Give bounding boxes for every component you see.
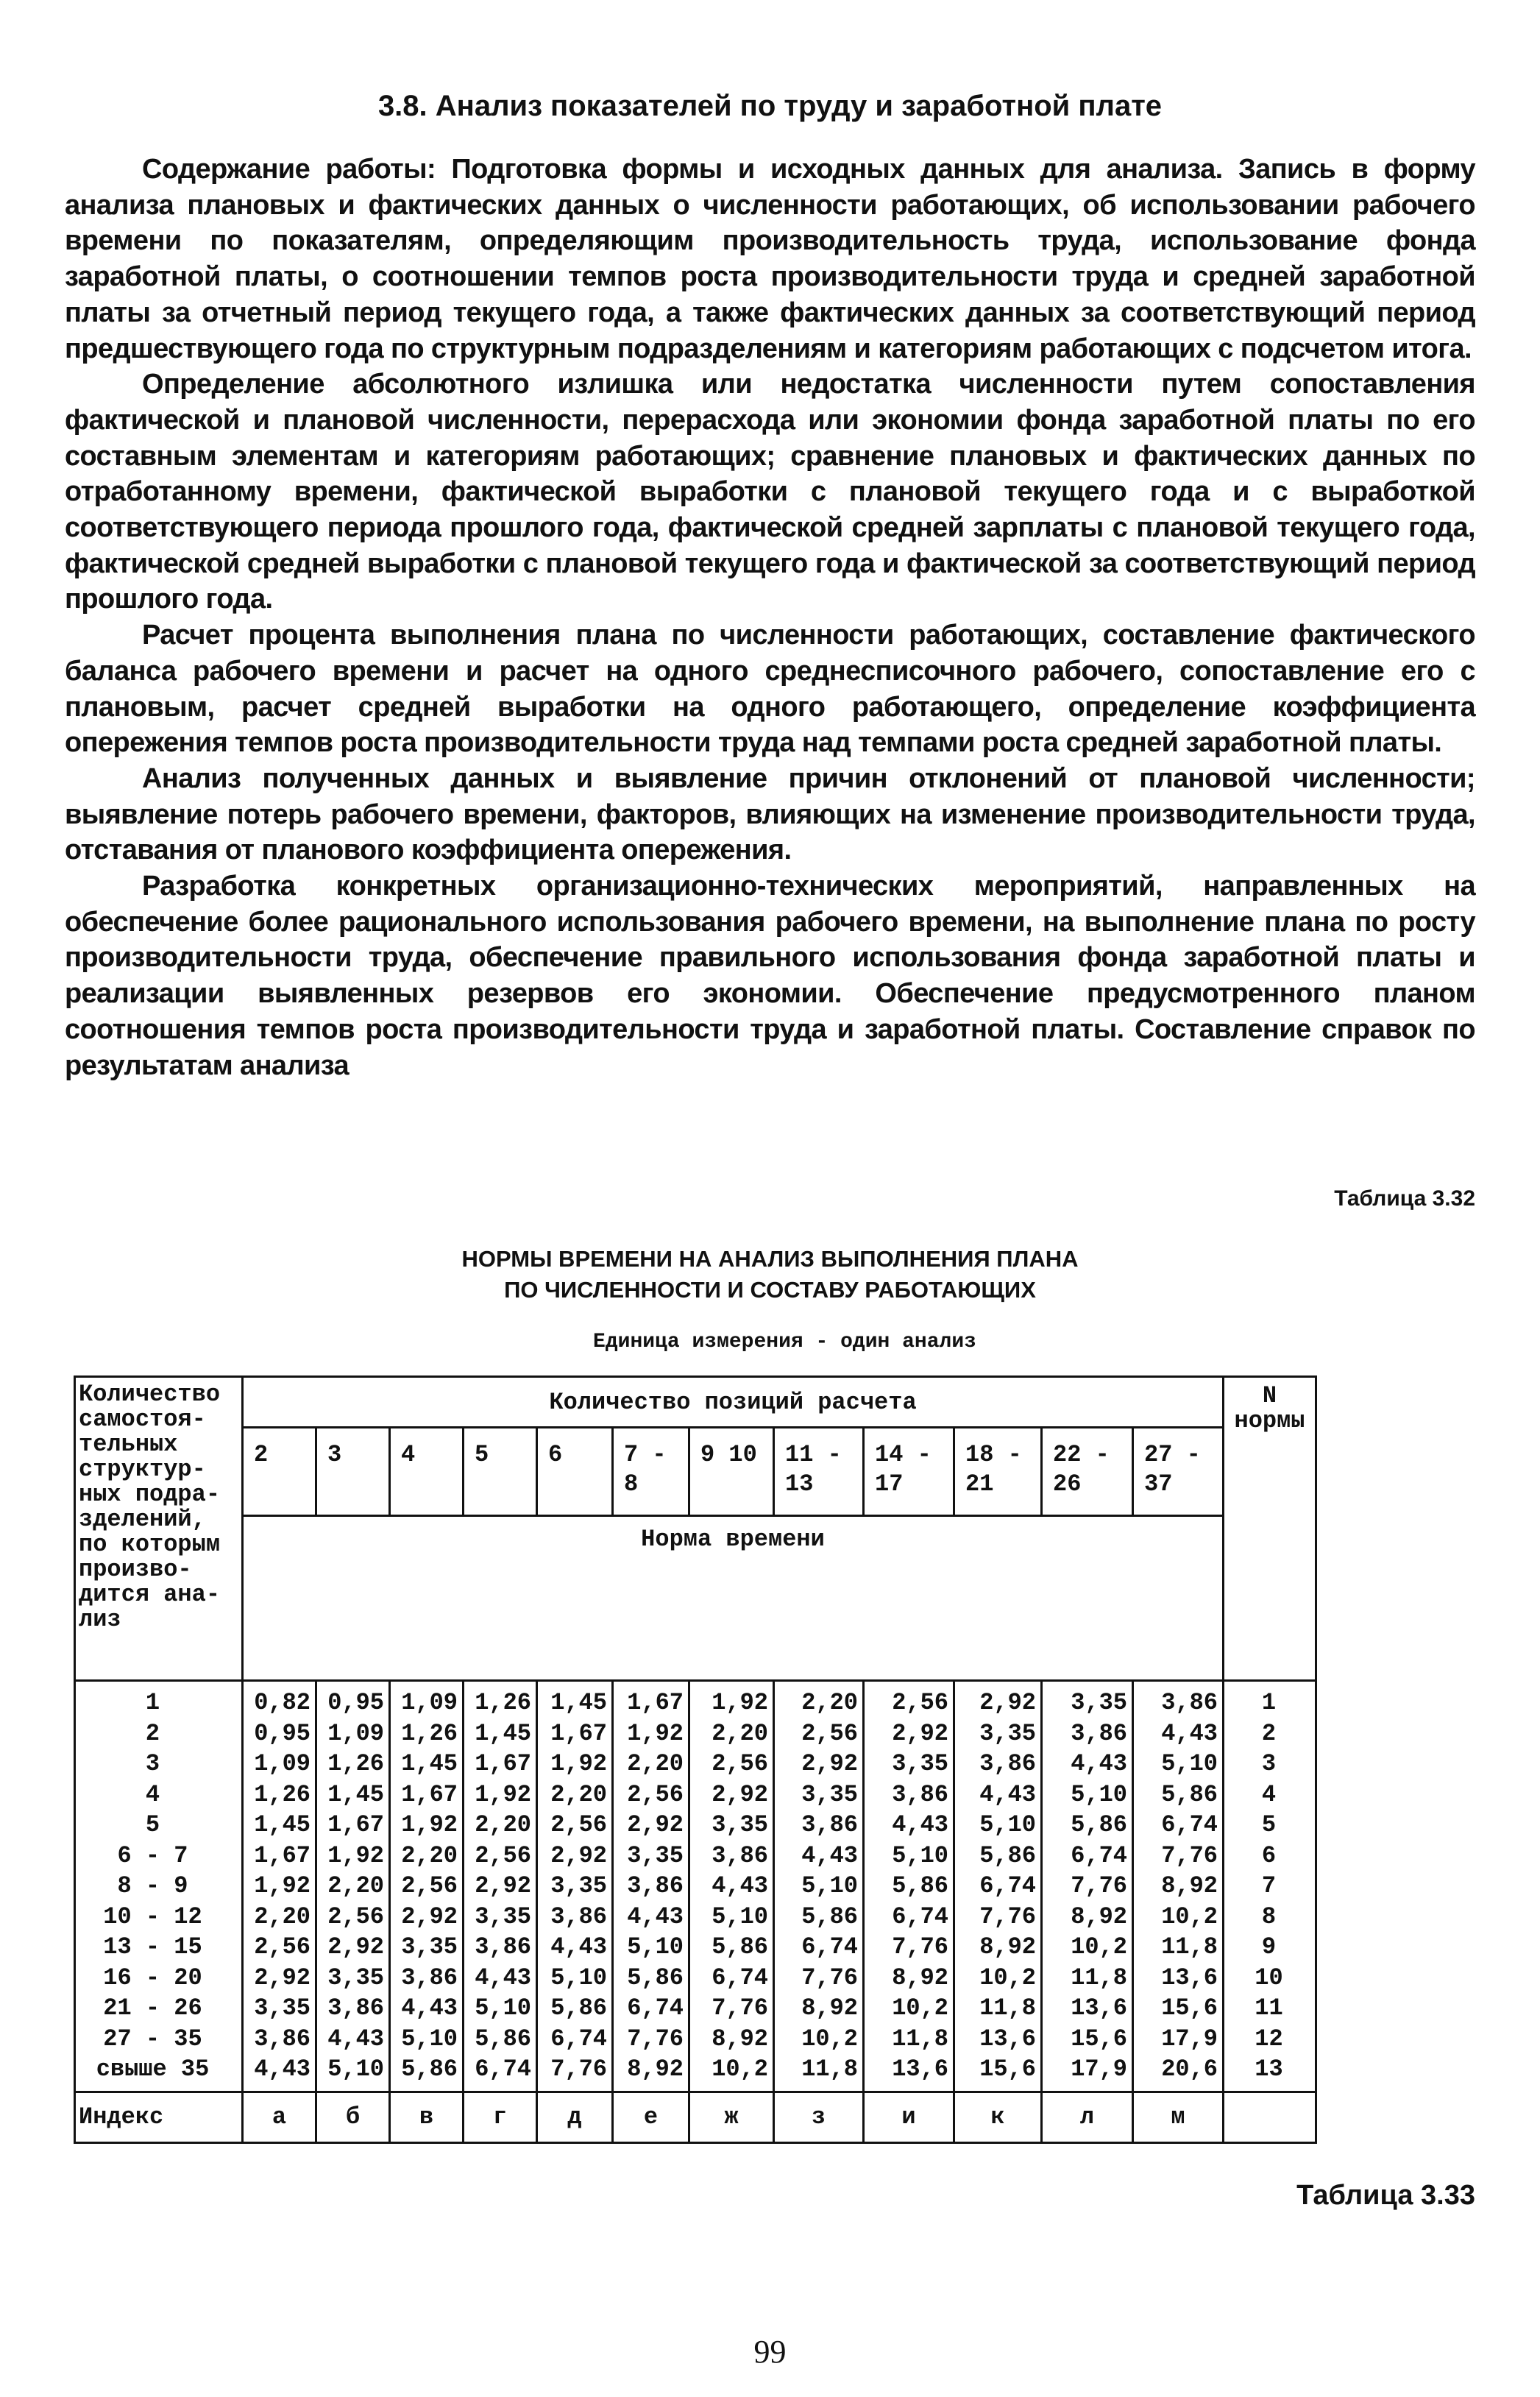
index-letter: к: [954, 2092, 1042, 2142]
table-row: [75, 1718, 1316, 1749]
norm-number: 12: [1224, 2024, 1316, 2055]
norm-number: 4: [1224, 1780, 1316, 1810]
table-row: [75, 1902, 1316, 1933]
norm-value: 11,8: [774, 2054, 864, 2092]
position-header: 11 - 13: [774, 1428, 864, 1516]
norm-value: 2,20: [537, 1780, 613, 1810]
norm-value: 4,43: [243, 2054, 316, 2092]
header-positions: Количество позиций расчета: [243, 1377, 1224, 1428]
norm-value: 1,67: [613, 1681, 689, 1718]
norm-value: 4,43: [774, 1841, 864, 1872]
norm-value: 3,35: [689, 1810, 774, 1841]
norm-value: 2,56: [390, 1871, 464, 1902]
index-letter: м: [1133, 2092, 1224, 2142]
norm-value: 15,6: [1133, 1993, 1224, 2024]
norm-value: 20,6: [1133, 2054, 1224, 2092]
norm-value: 1,26: [464, 1681, 537, 1718]
norm-value: 4,43: [864, 1810, 954, 1841]
norm-value: 4,43: [613, 1902, 689, 1933]
index-label: Индекс: [75, 2092, 243, 2142]
norm-value: 3,35: [464, 1902, 537, 1933]
norm-number: 7: [1224, 1871, 1316, 1902]
norm-value: 4,43: [316, 2024, 390, 2055]
norm-value: 4,43: [1042, 1749, 1133, 1780]
norm-value: 1,09: [243, 1749, 316, 1780]
norm-value: 0,82: [243, 1681, 316, 1718]
position-header: 14 - 17: [864, 1428, 954, 1516]
norm-value: 3,86: [464, 1932, 537, 1963]
paragraph: Анализ полученных данных и выявление причин отклонений от плановой численности; выявление потерь рабочего времени, факторов, влияющих на изменение производительности труда, отставания от планового коэффициента опережения.: [65, 762, 1475, 866]
norm-value: 13,6: [1133, 1963, 1224, 1994]
row-label: 16 - 20: [75, 1963, 243, 1994]
norm-value: 10,2: [954, 1963, 1042, 1994]
norm-value: 10,2: [864, 1993, 954, 2024]
norm-value: 3,35: [390, 1932, 464, 1963]
norm-value: 2,20: [243, 1902, 316, 1933]
norm-value: 6,74: [774, 1932, 864, 1963]
norm-value: 1,45: [537, 1681, 613, 1718]
norm-value: 5,10: [316, 2054, 390, 2092]
norm-value: 11,8: [864, 2024, 954, 2055]
norm-value: 1,26: [243, 1780, 316, 1810]
norm-value: 0,95: [316, 1681, 390, 1718]
norm-value: 2,56: [689, 1749, 774, 1780]
norm-value: 15,6: [1042, 2024, 1133, 2055]
norm-value: 7,76: [774, 1963, 864, 1994]
norm-value: 4,43: [464, 1963, 537, 1994]
index-letter: г: [464, 2092, 537, 2142]
row-label: 4: [75, 1780, 243, 1810]
norm-value: 2,92: [774, 1749, 864, 1780]
norm-value: 1,92: [689, 1681, 774, 1718]
norm-value: 10,2: [774, 2024, 864, 2055]
norm-value: 2,20: [464, 1810, 537, 1841]
norm-value: 5,86: [774, 1902, 864, 1933]
norm-value: 5,10: [613, 1932, 689, 1963]
position-header: 6: [537, 1428, 613, 1516]
norm-number: 6: [1224, 1841, 1316, 1872]
position-header: 4: [390, 1428, 464, 1516]
position-header: 22 - 26: [1042, 1428, 1133, 1516]
norm-value: 7,76: [689, 1993, 774, 2024]
row-label: 2: [75, 1718, 243, 1749]
table-heading-line: НОРМЫ ВРЕМЕНИ НА АНАЛИЗ ВЫПОЛНЕНИЯ ПЛАНА: [461, 1246, 1079, 1272]
norm-value: 2,56: [243, 1932, 316, 1963]
norm-value: 2,56: [464, 1841, 537, 1872]
norm-value: 4,43: [1133, 1718, 1224, 1749]
unit-caption: Единица измерения - один анализ: [593, 1331, 976, 1353]
norm-value: 13,6: [954, 2024, 1042, 2055]
norm-value: 1,92: [537, 1749, 613, 1780]
norm-value: 3,86: [1133, 1681, 1224, 1718]
index-row: [75, 2092, 1316, 2142]
position-header: 7 - 8: [613, 1428, 689, 1516]
norm-value: 4,43: [689, 1871, 774, 1902]
norm-value: 6,74: [537, 2024, 613, 2055]
index-letter: в: [390, 2092, 464, 2142]
norm-value: 5,10: [390, 2024, 464, 2055]
norm-number: 5: [1224, 1810, 1316, 1841]
row-label: 8 - 9: [75, 1871, 243, 1902]
norm-value: 1,09: [390, 1681, 464, 1718]
norm-value: 2,56: [864, 1681, 954, 1718]
norm-number: 8: [1224, 1902, 1316, 1933]
norm-value: 5,10: [689, 1902, 774, 1933]
row-label: 1: [75, 1681, 243, 1718]
position-header: 18 - 21: [954, 1428, 1042, 1516]
index-letter: е: [613, 2092, 689, 2142]
norm-value: 17,9: [1042, 2054, 1133, 2092]
norm-value: 11,8: [954, 1993, 1042, 2024]
norm-value: 3,35: [954, 1718, 1042, 1749]
norm-number: 2: [1224, 1718, 1316, 1749]
norm-value: 5,86: [390, 2054, 464, 2092]
norm-value: 8,92: [864, 1963, 954, 1994]
table-row: [75, 1932, 1316, 1963]
norm-number: 9: [1224, 1932, 1316, 1963]
norm-value: 5,10: [1133, 1749, 1224, 1780]
index-letter: з: [774, 2092, 864, 2142]
norm-value: 1,67: [537, 1718, 613, 1749]
norm-value: 5,86: [1133, 1780, 1224, 1810]
norm-value: 5,86: [464, 2024, 537, 2055]
norm-value: 5,10: [464, 1993, 537, 2024]
norm-number: 1: [1224, 1681, 1316, 1718]
row-label: свыше 35: [75, 2054, 243, 2092]
norm-value: 2,20: [774, 1681, 864, 1718]
paragraph: Расчет процента выполнения плана по численности работающих, составление фактического баланса рабочего времени и расчет на одного среднесписочного рабочего, сопоставление его с плановым, расчет средней выработки на одного работающего, определение коэффициента опережения темпов роста производительности труда над темпами роста средней заработной платы.: [65, 620, 1475, 759]
norm-value: 6,74: [613, 1993, 689, 2024]
table-row: [75, 1749, 1316, 1780]
norm-value: 8,92: [613, 2054, 689, 2092]
paragraph: Содержание работы: Подготовка формы и исходных данных для анализа. Запись в форму анализа плановых и фактических данных о численности работающих, об использовании рабочего времени по показателям, определяющим производительность труда, использование фонда заработной платы, о соотношении темпов роста производительности труда и средней заработной платы за отчетный период текущего года, а также фактических данных за соответствующий период предшествующего года по структурным подразделениям и категориям работающих с подсчетом итога.: [65, 154, 1475, 364]
index-empty: [1224, 2092, 1316, 2142]
norm-value: 1,26: [316, 1749, 390, 1780]
norms-table: [74, 1375, 1317, 2144]
norm-value: 5,10: [774, 1871, 864, 1902]
norm-value: 11,8: [1133, 1932, 1224, 1963]
table-row: [75, 1963, 1316, 1994]
norm-value: 5,86: [537, 1993, 613, 2024]
position-header: 5: [464, 1428, 537, 1516]
norm-value: 6,74: [464, 2054, 537, 2092]
norm-number: 11: [1224, 1993, 1316, 2024]
norm-value: 6,74: [954, 1871, 1042, 1902]
index-letter: и: [864, 2092, 954, 2142]
index-letter: л: [1042, 2092, 1133, 2142]
body-text: [65, 152, 1475, 1083]
norm-value: 6,74: [864, 1902, 954, 1933]
norm-value: 2,92: [689, 1780, 774, 1810]
norm-value: 2,20: [613, 1749, 689, 1780]
norm-value: 2,92: [864, 1718, 954, 1749]
norm-value: 13,6: [864, 2054, 954, 2092]
norm-value: 3,86: [316, 1993, 390, 2024]
norm-value: 8,92: [689, 2024, 774, 2055]
norm-value: 1,92: [613, 1718, 689, 1749]
norm-value: 1,45: [464, 1718, 537, 1749]
table-heading: [0, 1244, 1540, 1306]
norm-value: 2,20: [316, 1871, 390, 1902]
norm-value: 2,92: [464, 1871, 537, 1902]
norm-value: 3,35: [243, 1993, 316, 2024]
norm-value: 1,67: [316, 1810, 390, 1841]
index-letter: б: [316, 2092, 390, 2142]
index-letter: д: [537, 2092, 613, 2142]
norm-value: 3,86: [954, 1749, 1042, 1780]
norm-value: 5,86: [689, 1932, 774, 1963]
position-header: 2: [243, 1428, 316, 1516]
norm-value: 1,67: [243, 1841, 316, 1872]
norm-value: 10,2: [689, 2054, 774, 2092]
table-label: Таблица 3.32: [1334, 1186, 1475, 1211]
norm-value: 3,35: [864, 1749, 954, 1780]
table-row: [75, 1810, 1316, 1841]
norm-value: 8,92: [1133, 1871, 1224, 1902]
norm-value: 8,92: [954, 1932, 1042, 1963]
norm-value: 1,92: [243, 1871, 316, 1902]
norm-value: 6,74: [1133, 1810, 1224, 1841]
norm-value: 6,74: [1042, 1841, 1133, 1872]
norm-value: 3,86: [390, 1963, 464, 1994]
norm-value: 1,92: [316, 1841, 390, 1872]
norm-value: 10,2: [1042, 1932, 1133, 1963]
table-row: [75, 2024, 1316, 2055]
norm-value: 10,2: [1133, 1902, 1224, 1933]
page-number: 99: [753, 2334, 787, 2370]
norm-value: 2,92: [316, 1932, 390, 1963]
row-label: 27 - 35: [75, 2024, 243, 2055]
norm-value: 7,76: [1133, 1841, 1224, 1872]
norm-value: 4,43: [954, 1780, 1042, 1810]
norm-value: 7,76: [537, 2054, 613, 2092]
norm-value: 7,76: [864, 1932, 954, 1963]
norm-number: 10: [1224, 1963, 1316, 1994]
norm-value: 3,35: [1042, 1681, 1133, 1718]
norm-value: 5,86: [954, 1841, 1042, 1872]
norm-value: 2,56: [774, 1718, 864, 1749]
norm-value: 2,56: [316, 1902, 390, 1933]
norm-value: 1,09: [316, 1718, 390, 1749]
row-label: 13 - 15: [75, 1932, 243, 1963]
norm-value: 3,35: [774, 1780, 864, 1810]
norm-value: 2,92: [390, 1902, 464, 1933]
norm-value: 6,74: [689, 1963, 774, 1994]
row-label: 6 - 7: [75, 1841, 243, 1872]
norm-value: 5,86: [613, 1963, 689, 1994]
norm-value: 3,86: [1042, 1718, 1133, 1749]
norm-value: 5,10: [864, 1841, 954, 1872]
table-row: [75, 1841, 1316, 1872]
row-label: 5: [75, 1810, 243, 1841]
norm-value: 2,92: [537, 1841, 613, 1872]
header-subdivisions: Количество самостоя-тельных структур-ных подра-зделений, по которым произво-дится ана-лиз: [75, 1377, 243, 1681]
norm-value: 15,6: [954, 2054, 1042, 2092]
section-title: 3.8. Анализ показателей по труду и заработной плате: [377, 90, 1163, 122]
norm-value: 2,56: [537, 1810, 613, 1841]
norm-value: 4,43: [537, 1932, 613, 1963]
norm-value: 3,86: [864, 1780, 954, 1810]
norm-value: 1,45: [316, 1780, 390, 1810]
table-row: [75, 1871, 1316, 1902]
row-label: 3: [75, 1749, 243, 1780]
norm-value: 5,10: [1042, 1780, 1133, 1810]
norm-value: 1,92: [390, 1810, 464, 1841]
norm-value: 2,92: [954, 1681, 1042, 1718]
norm-value: 0,95: [243, 1718, 316, 1749]
norm-value: 1,67: [390, 1780, 464, 1810]
position-header: 9 10: [689, 1428, 774, 1516]
norm-value: 3,86: [243, 2024, 316, 2055]
header-norm-time: Норма времени: [243, 1516, 1224, 1681]
norm-value: 3,86: [613, 1871, 689, 1902]
norm-value: 3,35: [613, 1841, 689, 1872]
norm-value: 7,76: [613, 2024, 689, 2055]
norm-value: 8,92: [1042, 1902, 1133, 1933]
norm-value: 1,92: [464, 1780, 537, 1810]
norm-value: 4,43: [390, 1993, 464, 2024]
index-letter: ж: [689, 2092, 774, 2142]
norm-value: 1,45: [243, 1810, 316, 1841]
norm-value: 3,86: [537, 1902, 613, 1933]
index-letter: а: [243, 2092, 316, 2142]
norm-number: 13: [1224, 2054, 1316, 2092]
norm-value: 17,9: [1133, 2024, 1224, 2055]
norm-value: 11,8: [1042, 1963, 1133, 1994]
norm-value: 3,35: [316, 1963, 390, 1994]
table-row: [75, 1681, 1316, 1718]
norm-value: 8,92: [774, 1993, 864, 2024]
norm-value: 7,76: [1042, 1871, 1133, 1902]
table-row: [75, 1780, 1316, 1810]
row-label: 10 - 12: [75, 1902, 243, 1933]
norm-value: 5,86: [864, 1871, 954, 1902]
norm-value: 1,26: [390, 1718, 464, 1749]
norm-value: 13,6: [1042, 1993, 1133, 2024]
paragraph: Разработка конкретных организационно-технических мероприятий, направленных на обеспечение более рационального использования рабочего времени, на выполнение плана по росту производительности труда, обеспечение правильного использования фонда заработной платы и реализации выявленных резервов его экономии. Обеспечение предусмотренного планом соотношения темпов роста производительности труда и заработной платы. Составление справок по результатам анализа: [65, 871, 1475, 1081]
norm-value: 1,67: [464, 1749, 537, 1780]
position-header: 3: [316, 1428, 390, 1516]
table-row: [75, 2054, 1316, 2092]
norm-value: 2,20: [689, 1718, 774, 1749]
table-row: [75, 1993, 1316, 2024]
norm-value: 5,10: [954, 1810, 1042, 1841]
norm-value: 5,10: [537, 1963, 613, 1994]
row-label: 21 - 26: [75, 1993, 243, 2024]
header-norm-number: N нормы: [1224, 1377, 1316, 1681]
norm-value: 2,92: [613, 1810, 689, 1841]
norm-value: 2,20: [390, 1841, 464, 1872]
norm-value: 2,56: [613, 1780, 689, 1810]
norm-number: 3: [1224, 1749, 1316, 1780]
norm-value: 1,45: [390, 1749, 464, 1780]
norm-value: 7,76: [954, 1902, 1042, 1933]
table-heading-line: ПО ЧИСЛЕННОСТИ И СОСТАВУ РАБОТАЮЩИХ: [504, 1277, 1036, 1303]
norm-value: 3,35: [537, 1871, 613, 1902]
norm-value: 5,86: [1042, 1810, 1133, 1841]
paragraph: Определение абсолютного излишка или недостатка численности путем сопоставления фактической и плановой численности, перерасхода или экономии фонда заработной платы по его составным элементам и категориям работающих; сравнение плановых и фактических данных по отработанному времени, фактической выработки с плановой текущего года и с выработкой соответствующего периода прошлого года, фактической средней зарплаты с плановой текущего года, фактической средней выработки с плановой текущего года и фактической за соответствующий период прошлого года.: [65, 369, 1475, 615]
position-header: 27 - 37: [1133, 1428, 1224, 1516]
norm-value: 3,86: [774, 1810, 864, 1841]
norm-value: 3,86: [689, 1841, 774, 1872]
next-table-label: Таблица 3.33: [1296, 2180, 1475, 2211]
norm-value: 2,92: [243, 1963, 316, 1994]
